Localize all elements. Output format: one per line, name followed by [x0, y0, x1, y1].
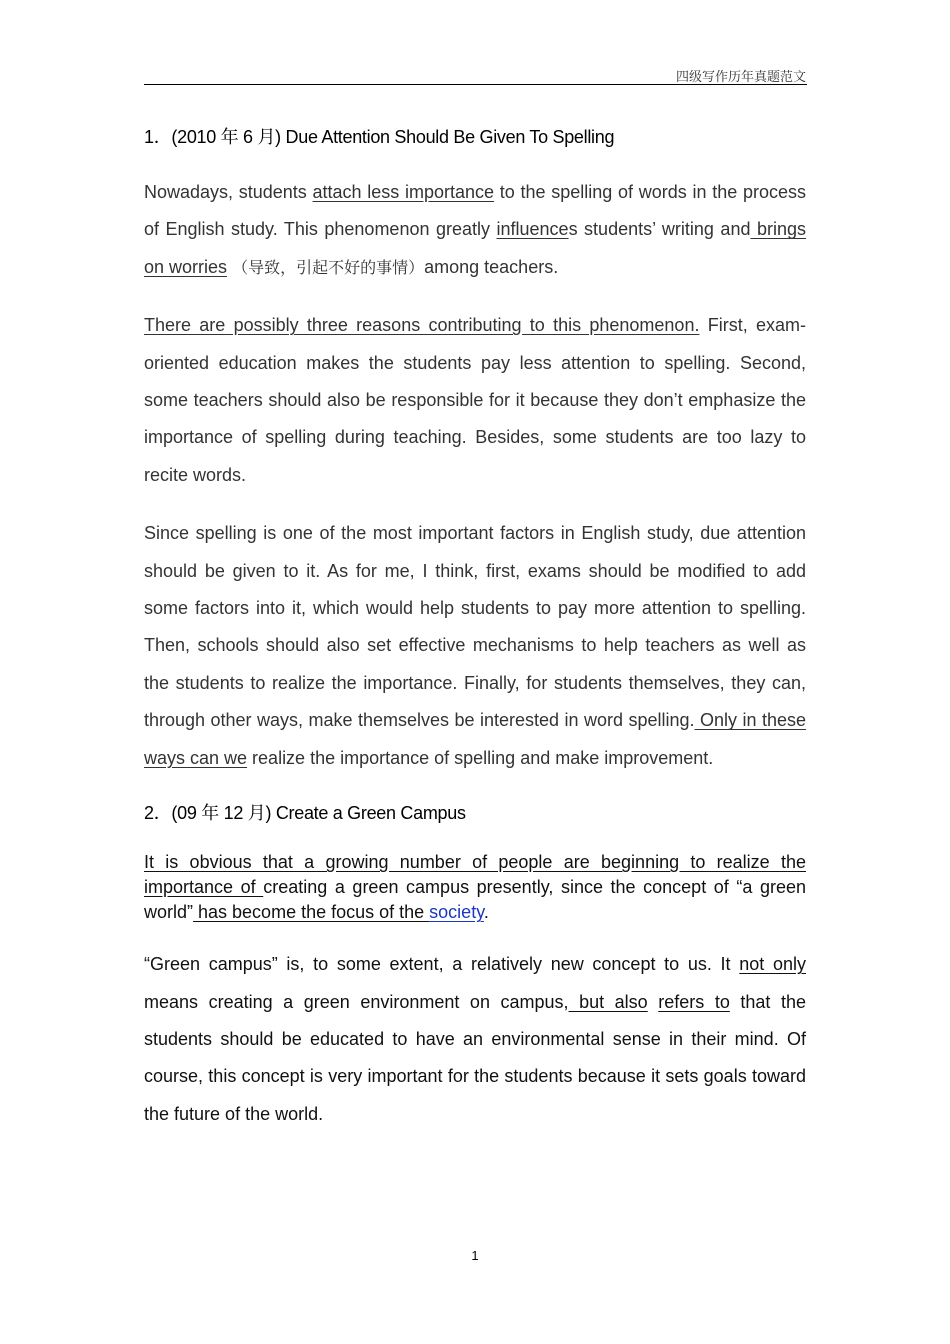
header-rule	[144, 84, 807, 85]
text-run: First, exam-oriented education makes the students pay less attention to spelling. Second, some teachers should also be responsible for it because they don’t emphasize the importance of spelling during teaching. Besides, some students are too lazy to recite words.	[144, 315, 806, 485]
underlined-phrase: It is obvious that a growing number of people are beginning to realize the importance of	[144, 852, 806, 898]
text-run: “Green campus” is, to some extent, a relatively new concept to us. It	[144, 954, 740, 975]
underlined-phrase: refers to	[658, 991, 730, 1012]
text-run: among teachers.	[424, 256, 559, 277]
section-1-paragraph-1	[144, 174, 806, 286]
section-1-paragraph-3	[144, 515, 806, 777]
text-run: realize the importance of spelling and make improvement.	[247, 747, 714, 768]
document-body	[144, 122, 806, 1154]
chinese-gloss: （导致，引起不好的事情）	[227, 257, 425, 277]
text-run: to the spelling of words in the process of English study. This phenomenon greatly	[144, 182, 806, 240]
underlined-phrase: not only	[739, 954, 807, 975]
section-1-paragraph-2	[144, 307, 806, 494]
underlined-phrase: has become the focus of the	[193, 902, 430, 923]
section-2-heading: 2．(09 年 12 月) Create a Green Campus	[144, 803, 466, 824]
running-header: 四级写作历年真题范文	[675, 70, 806, 85]
underlined-phrase: Only in these ways can we	[144, 710, 806, 768]
text-run: Nowadays, students	[144, 182, 313, 202]
text-run: s students’ writing and	[568, 219, 751, 240]
underlined-phrase: brings on worries	[144, 219, 806, 277]
page-number: 1	[471, 1248, 479, 1263]
text-run: creating a green campus presently, since the concept of “a green world”	[144, 877, 806, 923]
underlined-phrase: There are possibly three reasons contributing to this phenomenon.	[144, 315, 700, 336]
underlined-phrase: attach less importance	[312, 182, 495, 202]
underlined-phrase: influence	[496, 219, 569, 240]
text-run: .	[483, 902, 489, 923]
text-run: Since spelling is one of the most important factors in English study, due attention should be given to it. As for me, I think, first, exams should be modified to add some factors into it, which would help students to pay more attention to spelling. Then, schools should also set effective mechanisms to help teachers as well as the students to realize the importance. Finally, for students themselves, they can, through other ways, make themselves be interested in word spelling.	[144, 523, 806, 731]
text-run	[648, 992, 659, 1012]
section-2-paragraph-2	[144, 946, 806, 1133]
section-1-heading: 1．(2010 年 6 月) Due Attention Should Be Given To Spelling	[144, 127, 615, 147]
section-2-paragraph-1	[144, 850, 806, 925]
text-run: means creating a green environment on campus,	[144, 991, 569, 1012]
underlined-phrase: but also	[568, 991, 648, 1012]
text-run: that the students should be educated to have an environmental sense in their mind. Of course, this concept is very important for the students because it sets goals toward the future of the world.	[144, 991, 806, 1124]
society-link[interactable]: society	[429, 902, 484, 923]
